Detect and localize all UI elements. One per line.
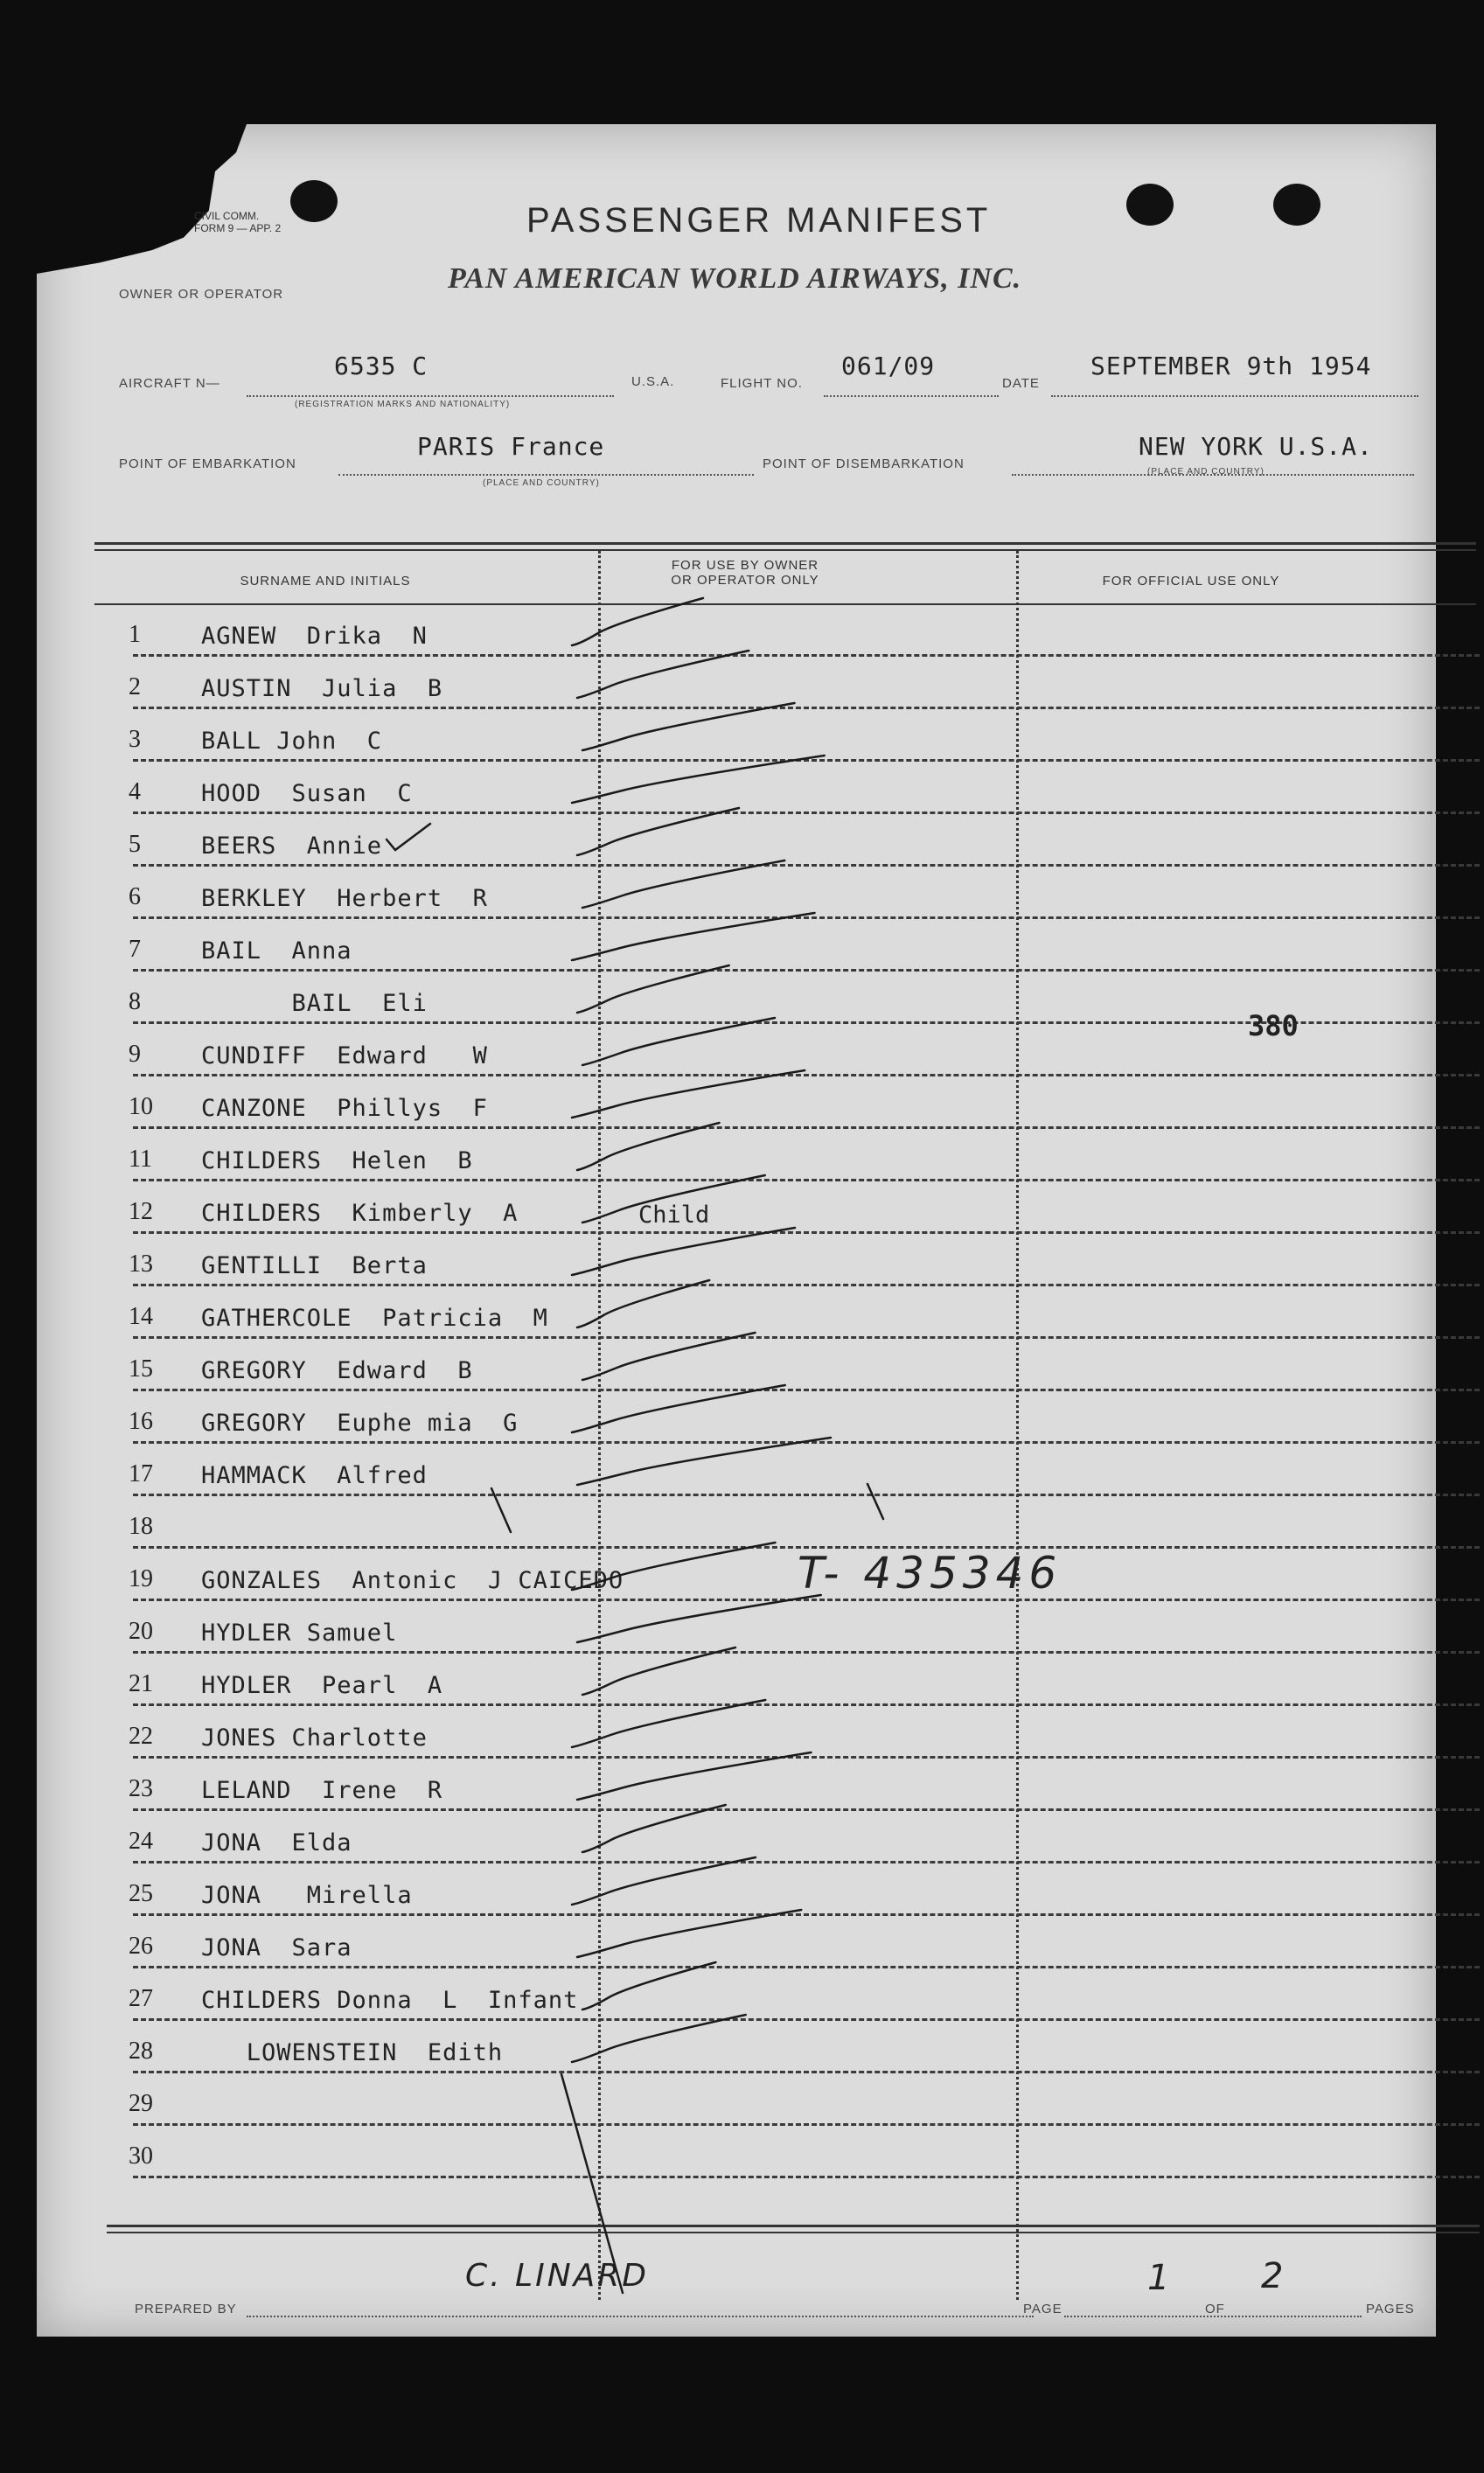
passenger-name: HAMMACK Alfred [201,1462,428,1489]
check-stroke [582,1333,756,1380]
registration-caption: (REGISTRATION MARKS AND NATIONALITY) [295,400,511,409]
check-stroke [572,1857,756,1905]
row-number: 5 [129,831,141,858]
row-number: 10 [129,1093,153,1120]
check-stroke [577,1595,821,1642]
check-stroke [582,1648,735,1695]
surname-column-header: SURNAME AND INITIALS [240,574,411,589]
passenger-name: LELAND Irene R [201,1777,443,1804]
row-number: 11 [129,1146,152,1173]
row-number: 25 [129,1880,153,1907]
prepared-by-signature: C. LINARD [465,2258,649,2294]
passenger-name: HOOD Susan C [201,780,413,807]
row-number: 3 [129,726,141,753]
check-stroke [577,1910,801,1957]
disembark-value: NEW YORK U.S.A. [1139,432,1373,461]
row-number: 30 [129,2142,153,2170]
check-stroke [572,1543,776,1590]
row-number: 16 [129,1408,153,1435]
passenger-name: AUSTIN Julia B [201,675,443,702]
disembark-caption: (PLACE AND COUNTRY) [1147,467,1265,477]
form-code: CIVIL COMM. FORM 9 — APP. 2 [194,210,282,234]
embark-value: PARIS France [417,432,605,461]
row-number: 24 [129,1828,153,1855]
passenger-name: CUNDIFF Edward W [201,1042,488,1069]
check-stroke [491,1488,511,1532]
check-stroke [577,651,749,698]
passenger-name: CANZONE Phillys F [201,1095,488,1122]
official-use-column-header: FOR OFFICIAL USE ONLY [1102,574,1280,589]
flight-value: 061/09 [841,352,936,380]
of-value: 2 [1261,2256,1284,2296]
check-stroke [577,1123,720,1170]
check-stroke [572,1700,765,1747]
check-stroke [867,1484,883,1519]
embark-label: POINT OF EMBARKATION [119,456,296,471]
passenger-name: JONA Elda [201,1829,352,1856]
row-number: 28 [129,2038,153,2065]
usa-label: U.S.A. [631,374,675,389]
row-number: 23 [129,1775,153,1802]
passenger-name: GENTILLI Berta [201,1252,428,1279]
passenger-name: AGNEW Drika N [201,623,428,650]
check-stroke [582,1962,716,2010]
row-number: 12 [129,1198,153,1225]
page-title: PASSENGER MANIFEST [526,201,992,240]
date-label: DATE [1002,376,1040,391]
prepared-label: PREPARED BY [135,2302,237,2316]
row-number: 17 [129,1460,153,1487]
check-stroke [572,1385,785,1432]
check-stroke [572,913,815,960]
owner-use-column-header: FOR USE BY OWNER OR OPERATOR ONLY [671,558,819,588]
passenger-name: BEERS Annie [201,832,383,860]
passenger-name: BAIL Anna [201,937,352,965]
passenger-name: BAIL Eli [201,990,428,1017]
check-stroke [577,1752,812,1800]
passenger-name: JONA Mirella [201,1882,413,1909]
page-label: PAGE [1023,2302,1062,2316]
check-stroke [577,808,739,855]
passenger-name: BERKLEY Herbert R [201,885,488,912]
date-value: SEPTEMBER 9th 1954 [1090,352,1372,380]
aircraft-value: 6535 C [334,352,428,380]
flight-label: FLIGHT NO. [721,376,803,391]
passenger-name: CHILDERS Kimberly A [201,1200,519,1227]
child-note: Child [638,1202,710,1229]
check-stroke [561,2074,623,2293]
check-stroke [582,703,795,750]
passenger-name: GREGORY Euphe mia G [201,1410,519,1437]
check-stroke [582,1018,775,1065]
row-number: 7 [129,936,141,963]
check-stroke [577,1438,831,1485]
owner-label: OWNER OR OPERATOR [119,287,284,302]
row-number: 26 [129,1933,153,1960]
aircraft-label: AIRCRAFT N— [119,376,220,391]
row-number: 1 [129,621,141,648]
passenger-name: HYDLER Pearl A [201,1672,443,1699]
page-value: 1 [1147,2258,1170,2298]
passenger-name: BALL John C [201,728,383,755]
check-stroke [582,1805,726,1852]
passenger-name: CHILDERS Helen B [201,1147,473,1174]
check-stroke [572,598,703,645]
row-number: 29 [129,2090,153,2117]
check-stroke [582,1175,765,1223]
disembark-label: POINT OF DISEMBARKATION [763,456,965,471]
passenger-name: GATHERCOLE Patricia M [201,1305,548,1332]
row-number: 14 [129,1303,153,1330]
row-number: 13 [129,1250,153,1278]
passenger-name: HYDLER Samuel [201,1620,398,1647]
check-stroke [582,860,784,908]
row-number: 21 [129,1670,153,1697]
row-number: 27 [129,1985,153,2012]
row-number: 19 [129,1565,153,1592]
check-stroke [572,1228,795,1275]
embark-caption: (PLACE AND COUNTRY) [483,478,600,488]
row-number: 9 [129,1041,141,1068]
check-stroke [577,965,729,1013]
row-number: 15 [129,1355,153,1383]
ticket-number: T- 435346 [798,1548,1062,1599]
of-label: OF [1205,2302,1225,2316]
company-name: PAN AMERICAN WORLD AIRWAYS, INC. [448,262,1022,295]
check-stroke [387,824,430,850]
handwritten-checkmarks [37,124,1436,2337]
pages-label: PAGES [1366,2302,1415,2316]
passenger-name: GONZALES Antonic J CAICEDO [201,1567,624,1594]
passenger-name: LOWENSTEIN Edith [201,2039,504,2066]
row-number: 6 [129,883,141,910]
passenger-name: JONA Sara [201,1934,352,1961]
row-number: 20 [129,1618,153,1645]
passenger-name: CHILDERS Donna L Infant [201,1987,579,2014]
check-stroke [577,1280,709,1327]
row-number: 8 [129,988,141,1015]
row-number: 18 [129,1513,153,1540]
check-stroke [572,2015,746,2062]
row-number: 4 [129,778,141,805]
row-number: 22 [129,1723,153,1750]
passenger-name: GREGORY Edward B [201,1357,473,1384]
check-stroke [572,1070,805,1118]
official-number: 380 [1248,1009,1299,1042]
check-stroke [572,756,825,803]
manifest-sheet [37,124,1436,2337]
passenger-name: JONES Charlotte [201,1724,428,1752]
row-number: 2 [129,673,141,700]
